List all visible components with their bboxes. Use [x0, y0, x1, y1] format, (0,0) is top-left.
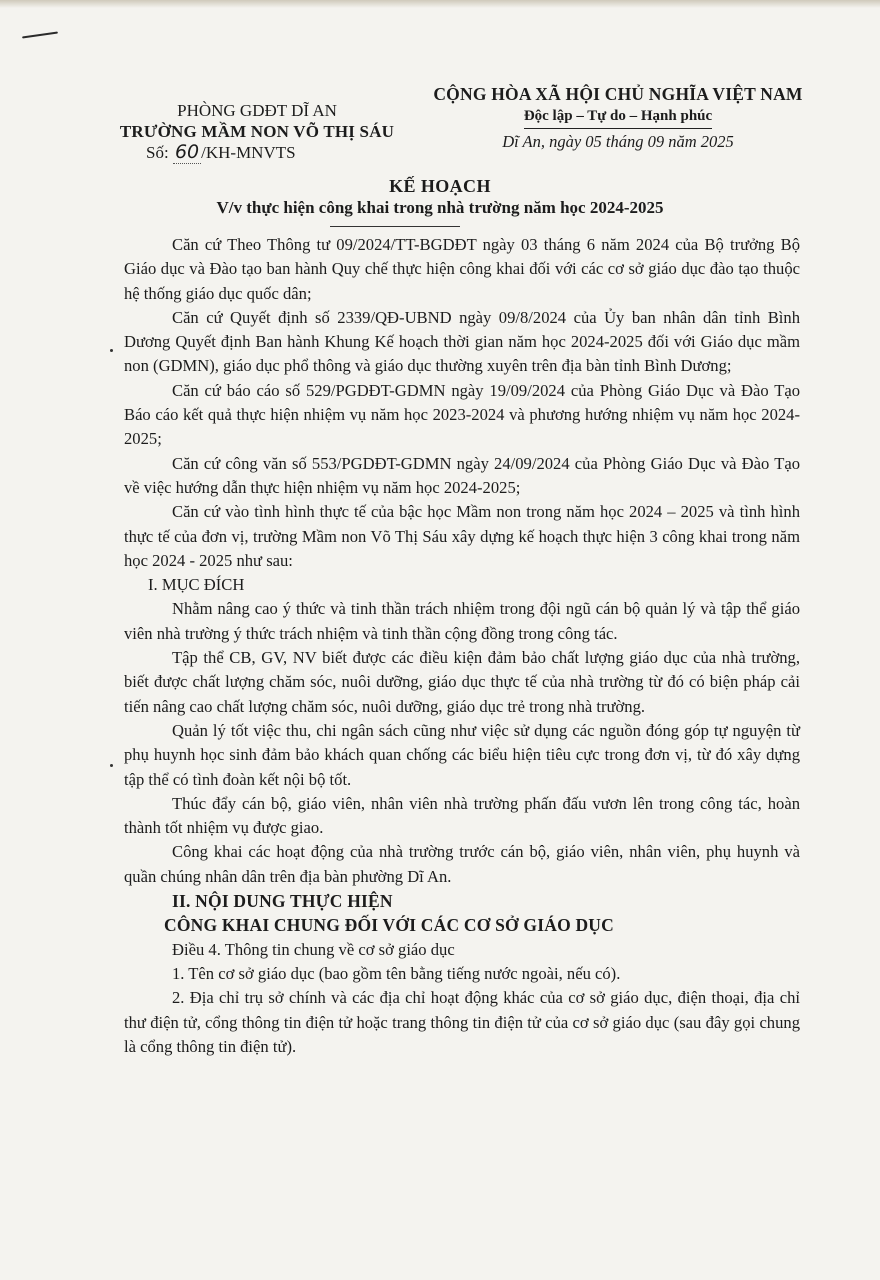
- purpose-paragraph: Nhằm nâng cao ý thức và tinh thần trách nhiệm trong đội ngũ cán bộ quản lý và tập thể giáo viên nhà trường ý thức trách nhiệm và tinh thần cộng đồng trong công tác.: [124, 599, 800, 643]
- basis-paragraph: Căn cứ báo cáo số 529/PGDĐT-GDMN ngày 19/09/2024 của Phòng Giáo Dục và Đào Tạo Báo cáo kết quả thực hiện nhiệm vụ năm học 2023-2024 và phương hướng nhiệm vụ năm học 2024-2025;: [124, 380, 800, 449]
- section-2-subheading: CÔNG KHAI CHUNG ĐỐI VỚI CÁC CƠ SỞ GIÁO DỤC: [164, 915, 614, 936]
- subtitle-underline: [330, 226, 460, 227]
- document-subtitle: V/v thực hiện công khai trong nhà trường năm học 2024-2025: [216, 198, 664, 217]
- document-title: KẾ HOẠCH: [389, 176, 491, 196]
- purpose-paragraph: Thúc đẩy cán bộ, giáo viên, nhân viên nhà trường phấn đấu vươn lên trong công tác, hoàn thành tốt nhiệm vụ được giao.: [124, 793, 800, 838]
- basis-paragraph: Căn cứ Theo Thông tư 09/2024/TT-BGDĐT ngày 03 tháng 6 năm 2024 của Bộ trưởng Bộ Giáo dục và Đào tạo ban hành Quy chế thực hiện công khai đối với các cơ sở giáo dục đào tạo thuộc hệ thống giáo dục quốc dân;: [124, 235, 800, 303]
- purpose-paragraph: Tập thể CB, GV, NV biết được các điều kiện đảm bảo chất lượng giáo dục của nhà trường, biết được chất lượng chăm sóc, nuôi dưỡng, giáo dục thực tế của nhà trường từ đó có biện pháp cải tiến nâng cao chất lượng chăm sóc, nuôi dưỡng, giáo dục trẻ trong nhà trường.: [124, 648, 800, 716]
- issuer-block: [112, 100, 402, 163]
- page-top-edge: [0, 0, 880, 8]
- section-1-heading: I. MỤC ĐÍCH: [148, 575, 245, 595]
- basis-paragraph: Căn cứ Quyết định số 2339/QĐ-UBND ngày 09/8/2024 của Ủy ban nhân dân tỉnh Bình Dương Quyết định Ban hành Khung Kế hoạch thời gian năm học 2024-2025 đối với Giáo dục mầm non (GDMN), giáo dục phổ thông và giáo dục thường xuyên trên địa bàn tỉnh Bình Dương;: [124, 307, 800, 376]
- section-2-heading: II. NỘI DUNG THỰC HIỆN: [172, 891, 393, 912]
- scan-speck: [110, 764, 113, 767]
- basis-paragraph: Căn cứ vào tình hình thực tế của bậc học Mầm non trong năm học 2024 – 2025 và tình hình thực tế của đơn vị, trường Mầm non Võ Thị Sáu xây dựng kế hoạch thực hiện 3 công khai trong năm học 2024 - 2025 như sau:: [124, 502, 800, 570]
- document-date: Dĩ An, ngày 05 tháng 09 năm 2025: [502, 132, 734, 151]
- basis-paragraph: Căn cứ công văn số 553/PGDĐT-GDMN ngày 24/09/2024 của Phòng Giáo Dục và Đào Tạo về việc hướng dẫn thực hiện nhiệm vụ năm học 2024-2025;: [124, 453, 800, 497]
- national-motto: Độc lập – Tự do – Hạnh phúc: [524, 106, 712, 129]
- pen-stroke-mark: [22, 32, 58, 39]
- scan-speck: [110, 349, 113, 352]
- school-name: TRƯỜNG MẦM NON VÕ THỊ SÁU: [119, 122, 395, 141]
- article-4-item: 1. Tên cơ sở giáo dục (bao gồm tên bằng tiếng nước ngoài, nếu có).: [172, 963, 621, 983]
- national-header: [418, 84, 818, 152]
- document-body: [124, 233, 800, 1059]
- purpose-paragraph: Công khai các hoạt động của nhà trường trước cán bộ, giáo viên, nhân viên, phụ huynh và quần chúng nhân dân trên địa bàn phường Dĩ An.: [124, 842, 800, 886]
- article-4-item: 2. Địa chỉ trụ sở chính và các địa chỉ hoạt động khác của cơ sở giáo dục, điện thoại, địa chỉ thư điện tử, cổng thông tin điện tử hoặc trang thông tin điện tử của cơ sở giáo dục (sau đây gọi chung là cổng thông tin điện tử).: [124, 988, 800, 1056]
- document-number: [112, 142, 402, 163]
- doc-number-handwritten: 60: [174, 141, 200, 163]
- department-name: PHÒNG GDĐT DĨ AN: [177, 101, 337, 120]
- article-4-heading: Điều 4. Thông tin chung về cơ sở giáo dục: [172, 939, 455, 959]
- doc-number-prefix: Số:: [146, 143, 169, 162]
- nation-name: CỘNG HÒA XÃ HỘI CHỦ NGHĨA VIỆT NAM: [433, 84, 803, 104]
- purpose-paragraph: Quản lý tốt việc thu, chi ngân sách cũng như việc sử dụng các nguồn đóng góp tự nguyện từ phụ huynh học sinh đảm bảo khách quan chống các biểu hiện tiêu cực trong đơn vị, từ đó xây dựng tập thể có tình đoàn kết nội bộ tốt.: [124, 720, 800, 789]
- doc-number-suffix: /KH-MNVTS: [201, 143, 296, 162]
